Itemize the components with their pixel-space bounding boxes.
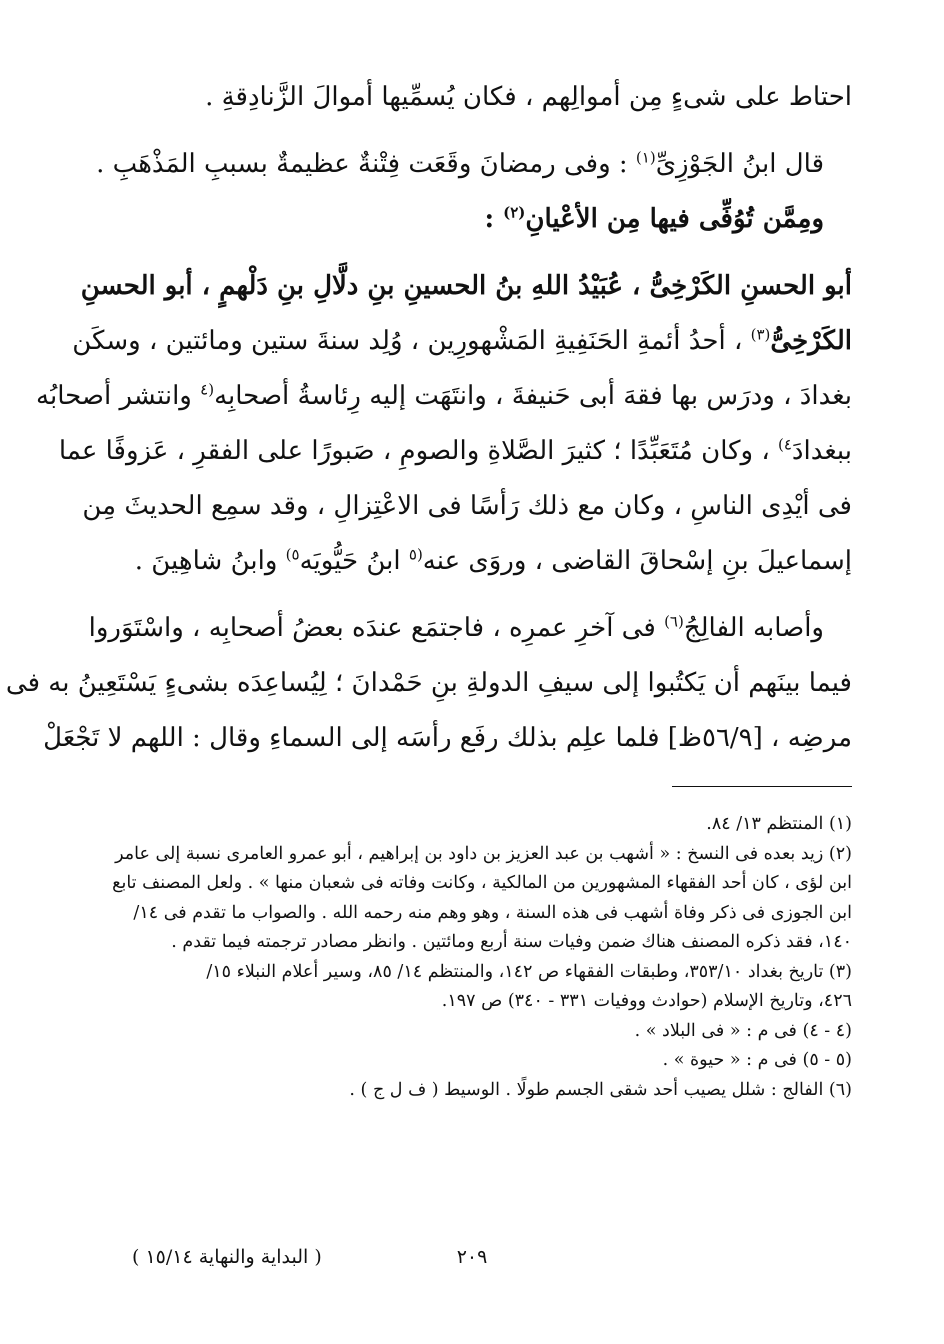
footnote-marker: (٤ [200, 380, 215, 399]
footnotes-section [92, 810, 852, 1105]
text-segment: وأصابه الفالِجُ [683, 613, 824, 643]
text-segment: أبو الحسنِ الكَرْخِىُّ ، عُبَيْدُ اللهِ بنُ الحسينِ بنِ دلَّالِ بنِ دَلْهمٍ ، أبو الحسنِ [80, 271, 852, 301]
book-reference: ( البداية والنهاية ١٥/١٤ ) [132, 1246, 322, 1268]
footnote-line: ١٤٠، فقد ذكره المصنف هناك ضمن وفيات سنة أربع ومائتين . وانظر مصادر ترجمته فيما تقدم . [171, 932, 852, 952]
footnote-line: (٣) تاريخ بغداد ٣٥٣/١٠، وطبقات الفقهاء ص ١٤٢، والمنتظم ١٤/ ٨٥، وسير أعلام النبلاء ١٥/ [206, 961, 852, 982]
text-line [82, 479, 852, 534]
text-segment: ، وكان مُتَعَبِّدًا ؛ كثيرَ الصَّلاةِ والصومِ ، صَبورًا على الفقرِ ، عَزوفًا عما [58, 436, 778, 466]
text-segment: احتاط على شىءٍ مِن أموالِهم ، فكان يُسمِّيها أموالَ الزَّنادِقةِ . [205, 82, 852, 112]
text-line [88, 601, 852, 656]
text-line [92, 137, 852, 192]
text-line [5, 656, 852, 711]
footnote-marker: (١) [635, 148, 656, 167]
footnote-line: (١) المنتظم ١٣/ ٨٤. [706, 814, 852, 834]
page-footer [92, 1246, 852, 1276]
footnote-line: ابن الجوزى فى ذكر وفاة أشهب فى هذه السنة ، وهو وهم منه رحمه الله . والصواب ما تقدم فى ١٤/ [133, 902, 852, 923]
footnote-marker: (٣) [750, 325, 771, 344]
page-number: ٢٠٩ [456, 1246, 488, 1268]
text-line [80, 259, 852, 314]
text-line [92, 70, 852, 125]
text-line [58, 424, 852, 479]
footnote-marker: (٢) [503, 203, 526, 222]
footnote-line: (٢) زيد بعده فى النسخ : « أشهب بن عبد العزيز بن داود بن إبراهيم ، أبو عمرو العامرى نسبة إلى عامر [115, 843, 852, 864]
text-segment: ببغدادَ [791, 436, 852, 466]
text-segment: فى آخرِ عمرِه ، فاجتمَع عندَه بعضُ أصحابِه ، واسْتَوَروا [88, 613, 665, 643]
text-segment: ابنُ حَيُّويَه [299, 546, 409, 576]
text-line [92, 534, 852, 589]
footnote-line: (٦) الفالج : شلل يصيب أحد شقى الجسم طولًا . الوسيط ( ف ل ج ) . [349, 1079, 852, 1100]
footnote-line: (٥ - ٥) فى م : « حيوة » . [662, 1050, 852, 1070]
text-segment: : وفى رمضانَ وقَعَت فِتْنةٌ عظيمةٌ بسببِ المَذْهَبِ . [96, 149, 636, 179]
text-line [92, 192, 852, 247]
text-segment: مرضِه ، [٥٦/٩ظ] فلما علِم بذلك رفَع رأسَه إلى السماءِ وقال : اللهم لا تَجْعَلْ [43, 723, 852, 753]
text-segment: ، أحدُ أئمةِ الحَنَفِيةِ المَشْهورِين ، وُلِد سنةَ ستين ومائتين ، وسكَن [72, 326, 751, 356]
footnote-marker: (٦) [664, 612, 684, 631]
footnote-marker: ٤) [778, 435, 792, 454]
footnote-marker: ٥) [285, 545, 300, 564]
footnote-marker: (٥ [408, 545, 423, 564]
footnote-divider [672, 786, 852, 787]
text-line [43, 711, 852, 766]
text-segment: وابنُ شاهِينَ . [134, 546, 286, 576]
text-segment: الكَرْخِىُّ [770, 326, 852, 356]
text-segment: بغدادَ ، ودرَس بها فقهَ أبى حَنيفةَ ، وانتَهَت إليه رِئاسةُ أصحابِه [214, 381, 852, 411]
text-segment: : [484, 204, 504, 234]
main-text [5, 70, 852, 766]
footnote-line: ٤٢٦، وتاريخ الإسلام (حوادث ووفيات ٣٣١ - ٣٤٠) ص ١٩٧. [441, 991, 852, 1011]
text-segment: قال ابنُ الجَوْزِىِّ [655, 149, 824, 179]
text-segment: ومِمَّن تُوُفِّى فيها مِن الأعْيانِ [525, 204, 824, 234]
text-segment: فى أيْدِى الناسِ ، وكان مع ذلك رَأسًا فى الاعْتِزالِ ، وقد سمِع الحديثَ مِن [82, 491, 852, 521]
footnote-line: (٤ - ٤) فى م : « فى البلاد » . [634, 1020, 852, 1041]
footnote-line: ابن لؤى ، كان أحد الفقهاء المشهورين من المالكية ، وكانت وفاته فى شعبان منها » . ولعل المصنف تابع [112, 873, 852, 893]
text-line [36, 369, 852, 424]
text-segment: فيما بينَهم أن يَكتُبوا إلى سيفِ الدولةِ بنِ حَمْدانَ ؛ لِيُساعِدَه بشىءٍ يَسْتَعِينُ به فى [5, 668, 852, 698]
text-segment: وانتشر أصحابُه [36, 381, 201, 411]
text-segment: إسماعيلَ بنِ إسْحاقَ القاضى ، وروَى عنه [422, 546, 852, 576]
text-line [72, 314, 852, 369]
